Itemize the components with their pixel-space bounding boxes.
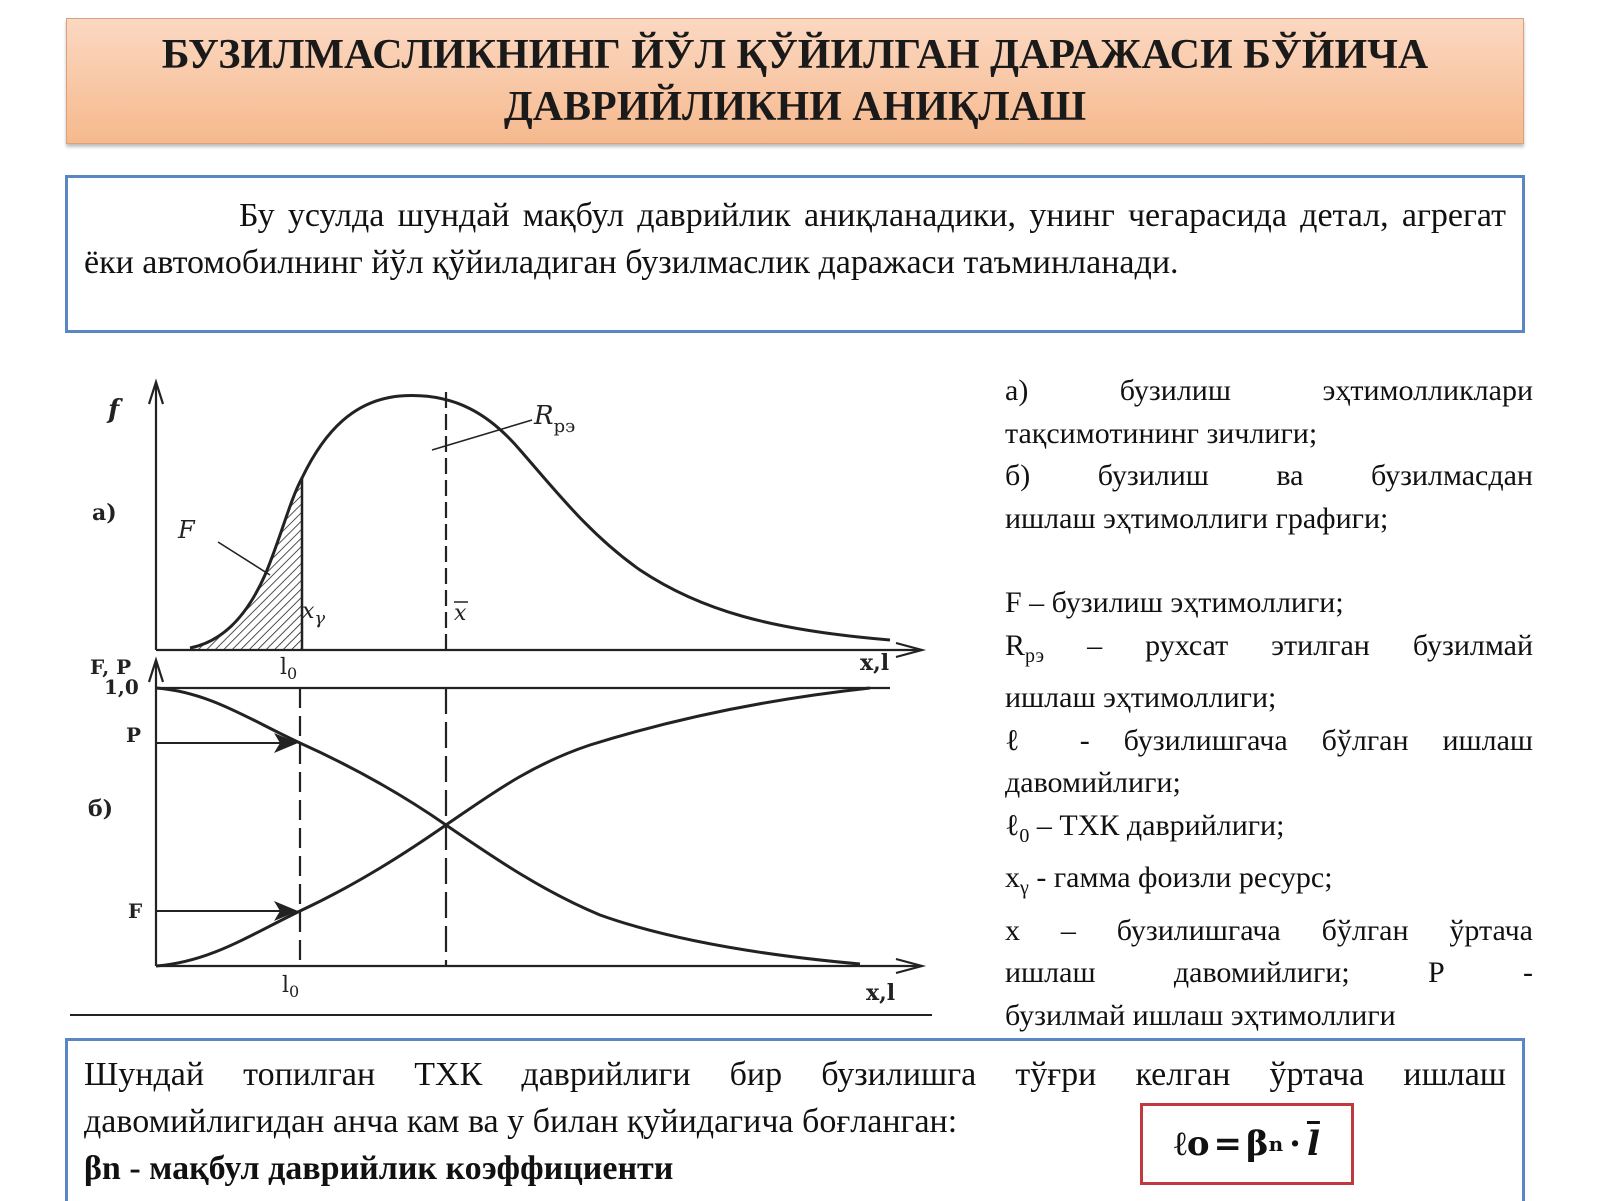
conclusion-line-3: βn - мақбул даврийлик коэффициенти	[84, 1150, 674, 1187]
panel-a-label: а)	[92, 500, 117, 526]
reliability-figure	[70, 370, 950, 1020]
failure-probability-area	[190, 478, 302, 650]
legend-xg-def	[1005, 857, 1533, 910]
formula-lbar: $\overline{l}$	[1306, 1124, 1320, 1164]
legend-l0-text: – ТХК даврийлиги;	[1029, 808, 1285, 842]
panel-a-x-label: x,l	[860, 650, 890, 676]
failure-curve-F	[156, 688, 870, 966]
conclusion-line-2: давомийлигидан анча кам ва у билан қуйидагича боғланган:	[84, 1103, 958, 1140]
legend-gap	[1005, 540, 1533, 582]
legend-l-def-line1: ℓ - бузилишгача бўлган ишлаш	[1005, 723, 1533, 757]
panel-b-label: б)	[88, 796, 114, 822]
reliability-curve-P	[156, 688, 860, 964]
legend-r-subscript: рэ	[1025, 644, 1045, 667]
slide-title	[66, 18, 1524, 144]
f-leader-line	[218, 542, 270, 575]
legend-a-line1: а) бузилиш эҳтимолликлари	[1005, 374, 1533, 407]
panel-b	[88, 655, 922, 1006]
panel-b-f-label: F	[128, 899, 143, 923]
formula-lhs: ℓo	[1174, 1124, 1210, 1164]
legend-xg-subscript: γ	[1020, 877, 1029, 899]
formula-box	[1140, 1103, 1354, 1185]
legend-x-def-line3: бузилмай ишлаш эҳтимоллиги	[1005, 998, 1396, 1032]
legend-b-line2: ишлаш эҳтимоллиги графиги;	[1005, 501, 1389, 535]
title-line-2: ДАВРИЙЛИКНИ АНИҚЛАШ	[503, 84, 1087, 130]
panel-a-f-label: F	[178, 516, 195, 544]
legend-r-symbol: R	[1005, 628, 1026, 662]
formula-dot: ·	[1289, 1124, 1301, 1164]
legend-x-def-line1: x – бузилишгача бўлган ўртача	[1005, 913, 1533, 947]
intro-text: Бу усулда шундай мақбул даврийлик аниқланадики, унинг чегарасида детал, агрегат ёки автомобилнинг йўл қўйиладиган бузилмаслик даражаси таъминланади.	[84, 197, 1506, 281]
legend-l0-def	[1005, 805, 1533, 858]
formula-equals: =	[1213, 1124, 1243, 1164]
title-line-1: БУЗИЛМАСЛИКНИНГ ЙЎЛ ҚЎЙИЛГАН ДАРАЖАСИ БЎЙИЧА	[161, 32, 1429, 78]
panel-b-one-label: 1,0	[104, 675, 139, 699]
panel-a-xbar-label: x	[454, 601, 467, 626]
panel-b-y-label: F, P	[90, 655, 132, 679]
legend-r-text: – рухсат этилган бузилмай	[1044, 628, 1533, 662]
conclusion-line-1: Шундай топилган ТХК даврийлиги бир бузилишга тўғри келган ўртача ишлаш	[84, 1056, 1506, 1093]
legend-a-line2: тақсимотининг зичлиги;	[1005, 416, 1318, 450]
legend-xg-symbol: x	[1005, 861, 1020, 894]
figure-legend	[1005, 370, 1533, 1037]
panel-a-l0-label: $l_0$	[280, 655, 298, 683]
legend-x-def-line2: ишлаш давомийлиги; Р -	[1005, 956, 1533, 989]
formula-beta: β	[1246, 1124, 1269, 1164]
legend-xg-text: - гамма фоизли ресурс;	[1028, 861, 1333, 894]
panel-b-p-label: P	[126, 723, 142, 747]
panel-a-xgamma-label: $x_\gamma$	[302, 599, 326, 629]
panel-b-x-label: x,l	[866, 980, 896, 1006]
panel-b-l0-label: $l_0$	[282, 973, 300, 1001]
legend-b-line1: б) бузилиш ва бузилмасдан	[1005, 459, 1533, 492]
intro-text-box	[65, 175, 1525, 333]
legend-r-def-line1	[1005, 625, 1533, 678]
reliability-graphs	[70, 370, 950, 1020]
panel-a-y-label: f	[108, 395, 120, 425]
legend-f-def: F – бузилиш эҳтимоллиги;	[1005, 586, 1344, 619]
legend-r-def-line2: ишлаш эҳтимоллиги;	[1005, 681, 1277, 714]
legend-l-def-line2: давомийлиги;	[1005, 766, 1181, 799]
legend-l0-subscript: 0	[1019, 824, 1030, 847]
legend-l0-symbol: ℓ	[1005, 808, 1020, 842]
panel-a-r-label: $R_{рэ}$	[534, 401, 576, 437]
formula-beta-subscript: n	[1268, 1132, 1284, 1156]
panel-a	[92, 382, 922, 683]
